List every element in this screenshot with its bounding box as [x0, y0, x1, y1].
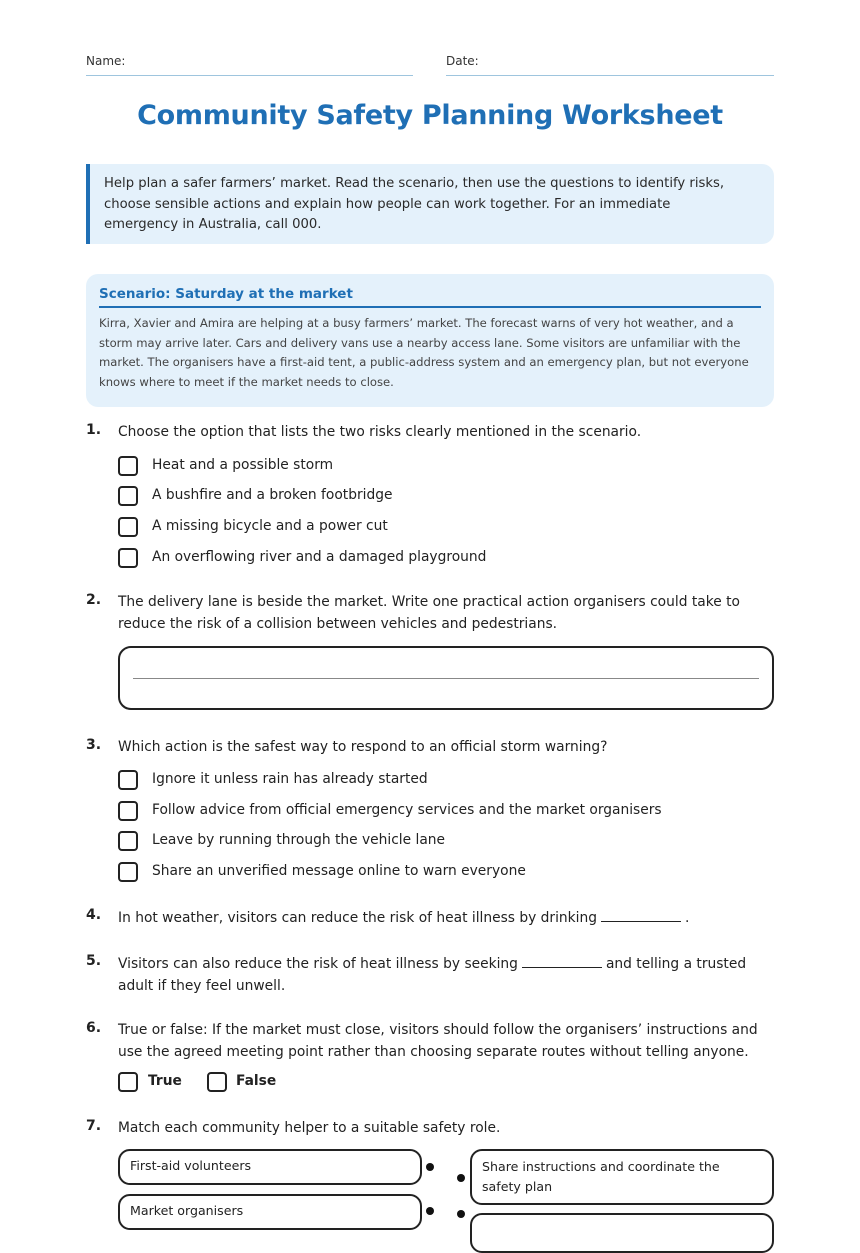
name-field[interactable] [86, 54, 413, 76]
fill-in-blank[interactable] [601, 907, 681, 922]
false-option[interactable] [207, 1072, 287, 1096]
match-left-item[interactable]: First-aid volunteers [118, 1149, 422, 1185]
match-dot[interactable] [426, 1163, 434, 1171]
question-number: 3. [86, 737, 102, 753]
question-text-before: Visitors can also reduce the risk of heat illness by seeking [118, 956, 518, 972]
option-label: Share an unverified message online to warn everyone [152, 863, 526, 879]
question-text-before: In hot weather, visitors can reduce the risk of heat illness by drinking [118, 910, 597, 926]
question-text: The delivery lane is beside the market. Write one practical action organisers could take to reduce the risk of a collision between vehicles and pedestrians. [118, 594, 740, 632]
question-text [118, 953, 774, 997]
match-left-item[interactable]: Market organisers [118, 1194, 422, 1230]
option-label: A missing bicycle and a power cut [152, 518, 388, 534]
intro-callout: Help plan a safer farmers’ market. Read the scenario, then use the questions to identify risks, choose sensible actions and explain how people can work together. For an immediate emergency in Australia, call 000. [86, 164, 774, 244]
match-dot[interactable] [426, 1207, 434, 1215]
false-label: False [236, 1073, 277, 1089]
name-date-row [86, 54, 774, 76]
question-number: 1. [86, 422, 102, 438]
checkbox[interactable] [118, 486, 138, 506]
match-dot[interactable] [457, 1174, 465, 1182]
name-label: Name: [86, 54, 126, 68]
question-text-after: and telling a trusted adult if they feel unwell. [118, 956, 747, 994]
option-label: Follow advice from official emergency services and the market organisers [152, 802, 662, 818]
question-text [118, 907, 774, 930]
date-field[interactable] [446, 54, 774, 76]
question-number: 4. [86, 907, 102, 923]
checkbox[interactable] [118, 801, 138, 821]
scenario-title: Scenario: Saturday at the market [99, 286, 761, 308]
true-label: True [148, 1073, 182, 1089]
match-dot[interactable] [457, 1210, 465, 1218]
match-right-item[interactable]: Share instructions and coordinate the safety plan [470, 1149, 774, 1205]
checkbox[interactable] [118, 831, 138, 851]
checkbox[interactable] [118, 456, 138, 476]
checkbox[interactable] [118, 770, 138, 790]
option-label: An overflowing river and a damaged playground [152, 549, 487, 565]
question-text: Match each community helper to a suitable safety role. [118, 1120, 501, 1136]
answer-line [133, 678, 759, 679]
checkbox[interactable] [207, 1072, 227, 1092]
question-number: 5. [86, 953, 102, 969]
question-text: Choose the option that lists the two risks clearly mentioned in the scenario. [118, 424, 642, 440]
option-label: Leave by running through the vehicle lane [152, 832, 446, 848]
checkbox[interactable] [118, 517, 138, 537]
question-number: 6. [86, 1020, 102, 1036]
answer-box[interactable] [118, 646, 774, 710]
checkbox[interactable] [118, 1072, 138, 1092]
fill-in-blank[interactable] [522, 953, 602, 968]
checkbox[interactable] [118, 862, 138, 882]
checkbox[interactable] [118, 548, 138, 568]
true-option[interactable] [118, 1072, 198, 1096]
scenario-text: Kirra, Xavier and Amira are helping at a busy farmers’ market. The forecast warns of very hot weather, and a storm may arrive later. Cars and delivery vans use a nearby access lane. Some visitors are unfamiliar with the market. The organisers have a first-aid tent, a public-address system and an emergency plan, but not everyone knows where to meet if the market needs to close. [99, 316, 749, 389]
date-label: Date: [446, 54, 479, 68]
question-text: True or false: If the market must close, visitors should follow the organisers’ instructions and use the agreed meeting point rather than choosing separate routes without telling anyone. [118, 1022, 758, 1060]
option-label: A bushfire and a broken footbridge [152, 487, 393, 503]
scenario-panel [86, 274, 774, 407]
question-number: 7. [86, 1118, 102, 1134]
option-label: Ignore it unless rain has already started [152, 771, 428, 787]
question-text: Which action is the safest way to respond to an official storm warning? [118, 739, 608, 755]
page-title: Community Safety Planning Worksheet [137, 100, 723, 131]
match-right-item[interactable] [470, 1213, 774, 1253]
option-label: Heat and a possible storm [152, 457, 334, 473]
question-number: 2. [86, 592, 102, 608]
question-text-after: . [685, 910, 690, 926]
